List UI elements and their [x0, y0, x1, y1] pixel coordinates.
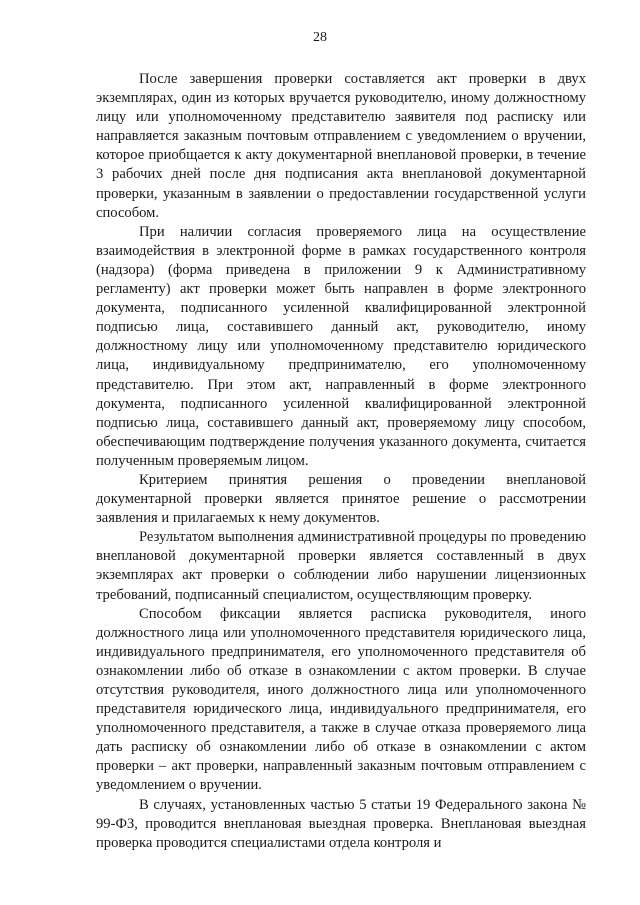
document-body	[96, 70, 586, 853]
paragraph-inspection-report: После завершения проверки составляется акт проверки в двух экземплярах, один из которых вручается руководителю, иному должностному лицу или уполномоченному представителю заявителя под расписку или направляется заказным почтовым отправлением с уведомлением о вручении, которое приобщается к акту документарной внеплановой проверки, в течение 3 рабочих дней после дня подписания акта внеплановой документарной проверки, указанным в заявлении о предоставлении государственной услуги способом.	[96, 71, 586, 221]
paragraph-fixation-method: Способом фиксации является расписка руководителя, иного должностного лица или уполномоченного представителя юридического лица, индивидуального предпринимателя, его уполномоченного представителя об ознакомлении либо об отказе в ознакомлении с актом проверки. В случае отсутствия руководителя, иного должностного лица или уполномоченного представителя юридического лица, индивидуального предпринимателя, его уполномоченного представителя, а также в случае отказа проверяемого лица дать расписку об ознакомлении либо об отказе в ознакомлении с актом проверки – акт проверки, направленный заказным почтовым отправлением с уведомлением о вручении.	[96, 605, 586, 794]
paragraph-procedure-result: Результатом выполнения административной процедуры по проведению внеплановой документарной проверки является составленный в двух экземплярах акт проверки о соблюдении либо нарушении лицензионных требований, подписанный специалистом, осуществляющим проверку.	[96, 529, 586, 603]
paragraph-onsite-inspection: В случаях, установленных частью 5 статьи 19 Федерального закона № 99-ФЗ, проводится внеплановая выездная проверка. Внеплановая выездная проверка проводится специалистами отдела контроля и	[96, 796, 586, 851]
paragraph-electronic-form: При наличии согласия проверяемого лица на осуществление взаимодействия в электронной форме в рамках государственного контроля (надзора) (форма приведена в приложении 9 к Административному регламенту) акт проверки может быть направлен в форме электронного документа, подписанного усиленной квалифицированной электронной подписью лица, составившего данный акт, руководителю, иному должностному лицу или уполномоченному представителю юридического лица, индивидуальному предпринимателю, его уполномоченному представителю. При этом акт, направленный в форме электронного документа, подписанного усиленной квалифицированной электронной подписью лица, составившего данный акт, проверяемому лицу способом, обеспечивающим подтверждение получения указанного документа, считается полученным проверяемым лицом.	[96, 223, 586, 469]
page-number: 28	[313, 30, 327, 45]
paragraph-decision-criterion: Критерием принятия решения о проведении внеплановой документарной проверки является принятое решение о рассмотрении заявления и прилагаемых к нему документов.	[96, 471, 586, 527]
